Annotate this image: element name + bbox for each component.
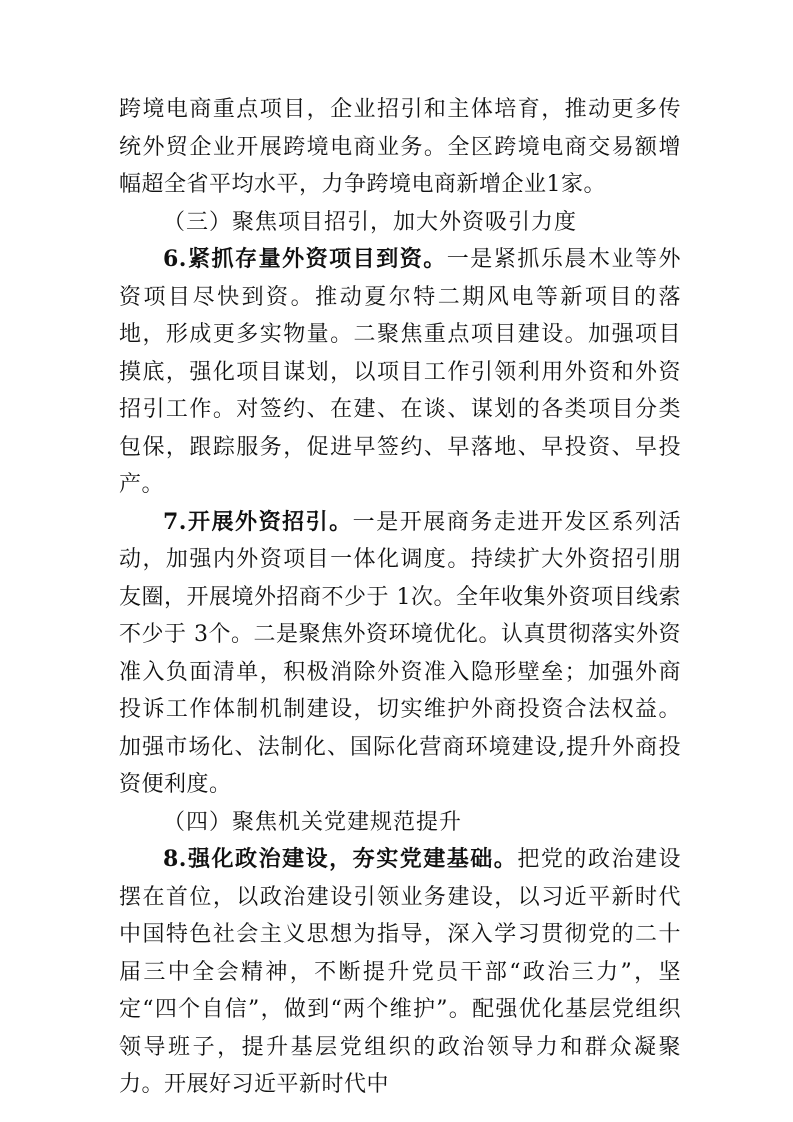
- paragraph-text: 一是紧抓乐晨木业等外资项目尽快到资。推动夏尔特二期风电等新项目的落地，形成更多实物量。二聚焦重点项目建设。加强项目摸底，强化项目谋划，以项目工作引领利用外资和外资招引工作。对签约、在建、在谈、谋划的各类项目分类包保，跟踪服务，促进早签约、早落地、早投资、早投产。: [119, 247, 681, 497]
- section-heading-3: [119, 204, 681, 242]
- item-lead-7: 7.开展外资招引。: [163, 508, 353, 535]
- item-lead-8: 8.强化政治建设，夯实党建基础。: [163, 846, 518, 872]
- paragraph-text: 把党的政治建设摆在首位，以政治建设引领业务建设，以习近平新时代中国特色社会主义思想为指导，深入学习贯彻党的二十届三中全会精神，不断提升党员干部“政治三力”，坚定“四个自信”，做到“两个维护”。配强优化基层党组织领导班子，提升基层党组织的政治领导力和群众凝聚力。开展好习近平新时代中: [119, 847, 681, 1097]
- paragraph-text: 跨境电商重点项目，企业招引和主体培育，推动更多传统外贸企业开展跨境电商业务。全区跨境电商交易额增幅超全省平均水平，力争跨境电商新增企业1家。: [119, 97, 681, 197]
- paragraph-text: 一是开展商务走进开发区系列活动，加强内外资项目一体化调度。持续扩大外资招引朋友圈，开展境外招商不少于 1次。全年收集外资项目线索不少于 3个。二是聚焦外资环境优化。认真贯彻落实外资准入负面清单，积极消除外资准入隐形壁垒；加强外商投诉工作体制机制建设，切实维护外商投资合法权益。加强市场化、法制化、国际化营商环境建设,提升外商投资便利度。: [119, 509, 681, 797]
- paragraph-continued: [119, 91, 681, 204]
- heading-text: （四）聚焦机关党建规范提升: [163, 809, 463, 835]
- paragraph-item-6: [119, 241, 681, 504]
- heading-text: （三）聚焦项目招引，加大外资吸引力度: [163, 209, 578, 235]
- item-lead-6: 6.紧抓存量外资项目到资。: [163, 246, 447, 272]
- paragraph-item-7: [119, 504, 681, 804]
- paragraph-item-8: [119, 841, 681, 1104]
- section-heading-4: [119, 804, 681, 842]
